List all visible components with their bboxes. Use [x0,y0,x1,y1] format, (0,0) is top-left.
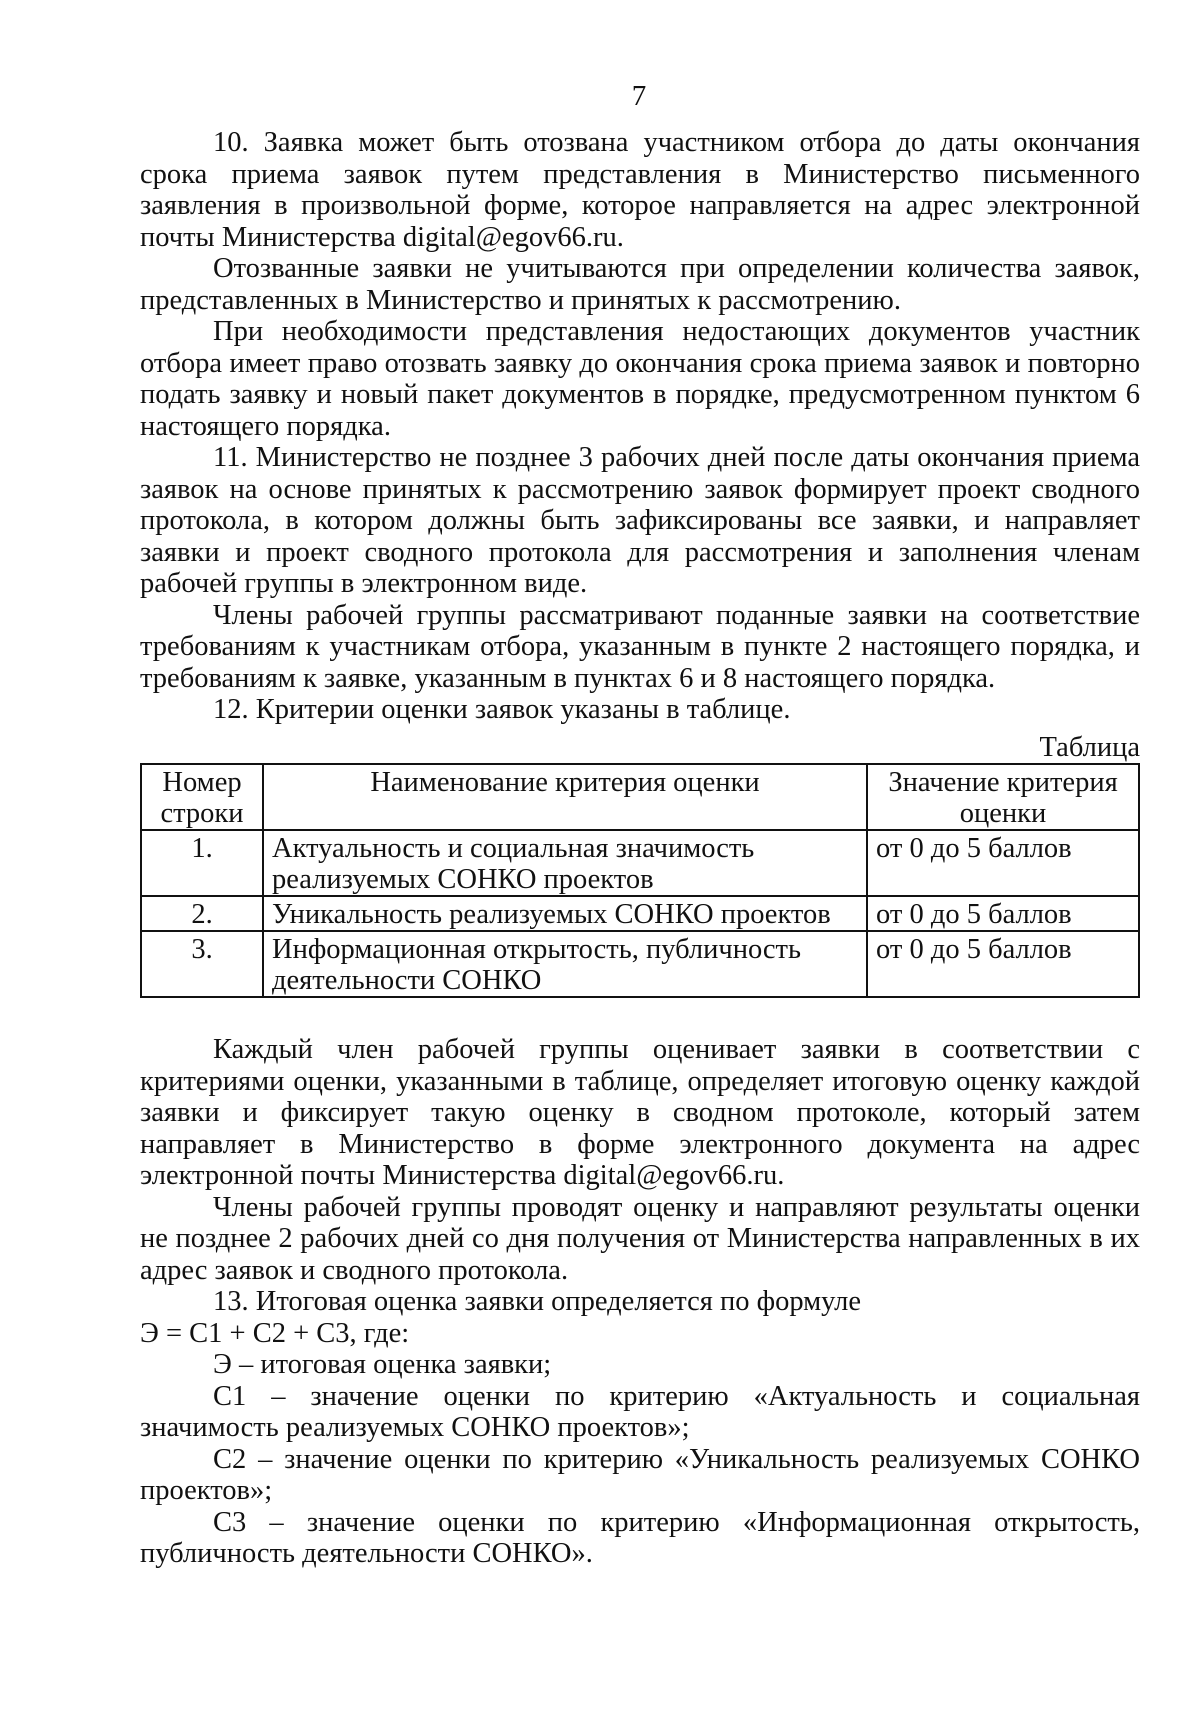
header-row-number: Номер строки [141,764,263,830]
document-body [140,127,1140,1570]
table-row [141,896,1139,931]
criterion-value: от 0 до 5 баллов [867,931,1139,997]
criteria-table [140,763,1140,998]
row-number: 1. [141,830,263,896]
paragraph: Отозванные заявки не учитываются при определении количества заявок, представленных в Министерство и принятых к рассмотрению. [140,253,1140,316]
paragraph: 13. Итоговая оценка заявки определяется по формуле [213,1286,862,1317]
definition: С3 – значение оценки по критерию «Информационная открытость, публичность деятельности СОНКО». [140,1506,1140,1569]
table-caption-text: Таблица [1039,731,1140,763]
table-header-row [141,764,1139,830]
table-row [141,931,1139,997]
paragraph: Каждый член рабочей группы оценивает заявки в соответствии с критериями оценки, указанными в таблице, определяет итоговую оценку каждой заявки и фиксирует такую оценку в сводном протоколе, который затем направляет в Министерство в форме электронного документа на адрес электронной почты Министерства digital@egov66.ru. [140,1034,1140,1191]
table-caption [140,732,1140,764]
header-criterion-value: Значение критерия оценки [867,764,1139,830]
criterion-name: Актуальность и социальная значимость реализуемых СОНКО проектов [263,830,867,896]
paragraph: Члены рабочей группы проводят оценку и направляют результаты оценки не позднее 2 рабочих дней со дня получения от Министерства направленных в их адрес заявок и сводного протокола. [140,1191,1140,1286]
criterion-value: от 0 до 5 баллов [867,830,1139,896]
row-number: 3. [141,931,263,997]
formula: Э = С1 + С2 + С3, где: [140,1317,410,1349]
spacer [140,998,1140,1034]
row-number: 2. [141,896,263,931]
criterion-name: Информационная открытость, публичность деятельности СОНКО [263,931,867,997]
criterion-name: Уникальность реализуемых СОНКО проектов [263,896,867,931]
paragraph: 10. Заявка может быть отозвана участником отбора до даты окончания срока приема заявок путем представления в Министерство письменного заявления в произвольной форме, которое направляется на адрес электронной почты Министерства digital@egov66.ru. [140,127,1140,253]
definition: С1 – значение оценки по критерию «Актуальность и социальная значимость реализуемых СОНКО проектов»; [140,1380,1140,1443]
header-criterion-name: Наименование критерия оценки [263,764,867,830]
paragraph: 11. Министерство не позднее 3 рабочих дней после даты окончания приема заявок на основе принятых к рассмотрению заявок формирует проект сводного протокола, в котором должны быть зафиксированы все заявки, и направляет заявки и проект сводного протокола для рассмотрения и заполнения членам рабочей группы в электронном виде. [140,442,1140,599]
definition: Э – итоговая оценка заявки; [213,1349,552,1380]
definition: С2 – значение оценки по критерию «Уникальность реализуемых СОНКО проектов»; [140,1443,1140,1506]
table-row [141,830,1139,896]
paragraph: При необходимости представления недостающих документов участник отбора имеет право отозвать заявку до окончания срока приема заявок и повторно подать заявку и новый пакет документов в порядке, предусмотренном пунктом 6 настоящего порядка. [140,316,1140,442]
paragraph: Члены рабочей группы рассматривают поданные заявки на соответствие требованиям к участникам отбора, указанным в пункте 2 настоящего порядка, и требованиям к заявке, указанным в пунктах 6 и 8 настоящего порядка. [140,599,1140,694]
criterion-value: от 0 до 5 баллов [867,896,1139,931]
page-number: 7 [631,80,647,112]
paragraph: 12. Критерии оценки заявок указаны в таблице. [213,694,791,725]
